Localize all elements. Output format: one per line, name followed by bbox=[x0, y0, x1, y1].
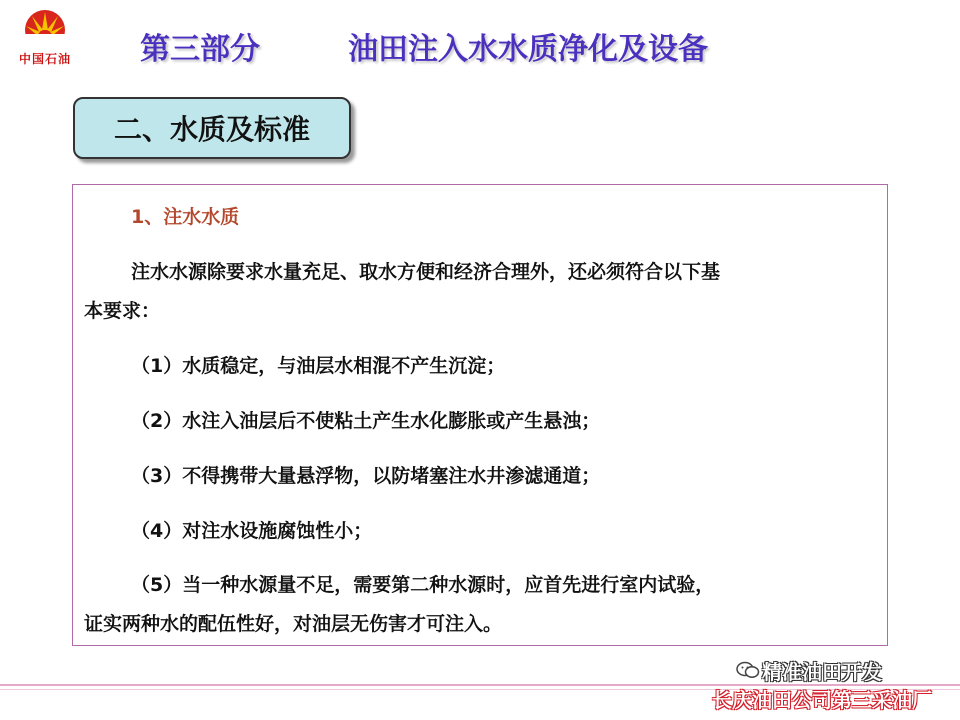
intro-text-line-2: 本要求： bbox=[84, 300, 161, 322]
requirement-item-2: （2）水注入油层后不使粘土产生水化膨胀或产生悬浊； bbox=[131, 410, 601, 432]
logo-text: 中国石油 bbox=[18, 52, 71, 66]
company-name: 长庆油田公司第三采油厂 bbox=[712, 688, 932, 712]
requirement-item-1: （1）水质稳定，与油层水相混不产生沉淀； bbox=[131, 355, 506, 377]
requirement-item-5: （5）当一种水源量不足，需要第二种水源时，应首先进行室内试验， bbox=[131, 574, 715, 596]
section-title: 二、水质及标准 bbox=[113, 113, 310, 146]
page-title: 油田注入水水质净化及设备 bbox=[348, 32, 708, 67]
petrochina-logo bbox=[10, 4, 80, 66]
petrochina-logo-icon bbox=[10, 4, 80, 52]
watermark-text: 精准油田开发 bbox=[762, 660, 882, 684]
section-title-box bbox=[73, 97, 351, 159]
part-label: 第三部分 bbox=[140, 32, 260, 67]
requirement-item-4: （4）对注水设施腐蚀性小； bbox=[131, 520, 373, 542]
requirement-item-5-continued: 证实两种水的配伍性好，对油层无伤害才可注入。 bbox=[84, 613, 503, 635]
intro-text-line-1: 注水水源除要求水量充足、取水方便和经济合理外，还必须符合以下基 bbox=[131, 261, 721, 283]
requirement-item-3: （3）不得携带大量悬浮物，以防堵塞注水井渗滤通道； bbox=[131, 465, 601, 487]
content-heading: 1、注水水质 bbox=[131, 206, 240, 228]
wechat-icon bbox=[736, 660, 760, 680]
